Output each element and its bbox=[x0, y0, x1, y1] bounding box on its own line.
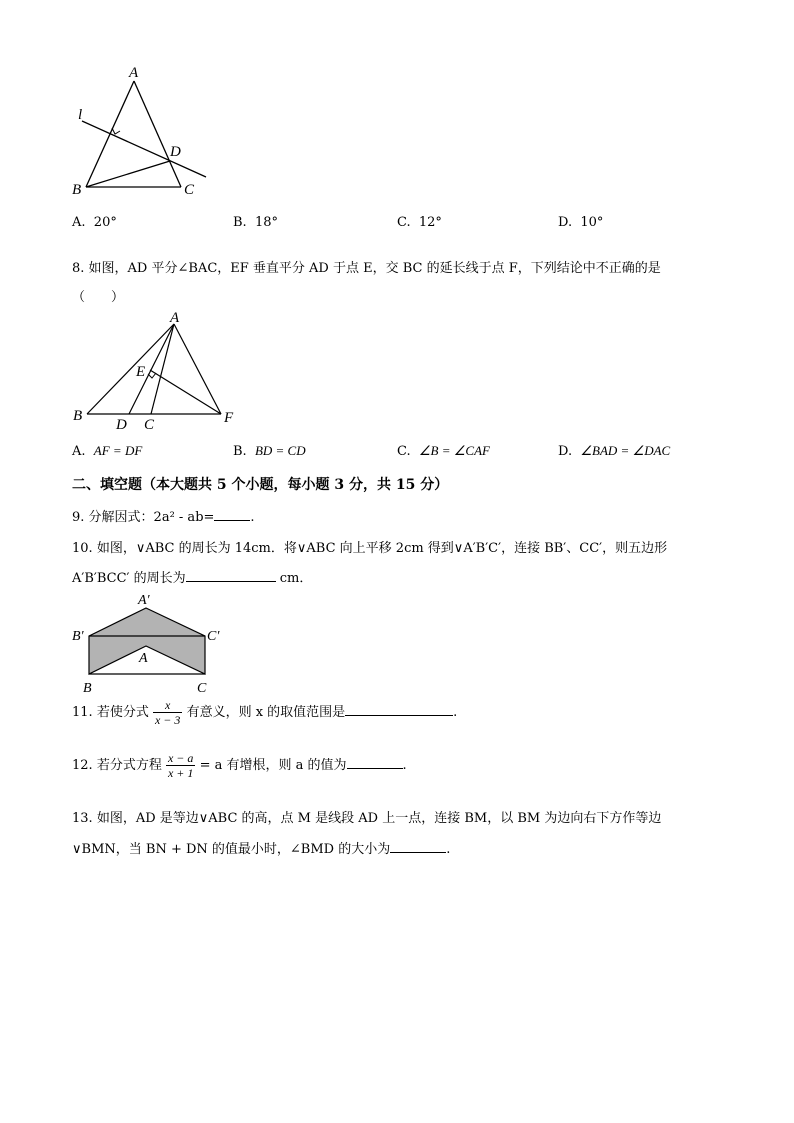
q8-option-b: B. BD = CD bbox=[233, 443, 306, 459]
side-af bbox=[174, 324, 221, 414]
answer-blank bbox=[186, 569, 276, 582]
q7-option-c: C. 12° bbox=[397, 215, 442, 230]
right-angle-mark bbox=[112, 128, 120, 134]
label-e: E bbox=[136, 364, 146, 380]
label-d: D bbox=[116, 417, 127, 433]
label-b1: B′ bbox=[72, 629, 84, 644]
q11: 11. 若使分式 $\frac{x}{x - 3}$ 有意义，则 x 的取值范围是 . bbox=[72, 698, 458, 727]
answer-blank bbox=[390, 840, 446, 853]
label-c1: C′ bbox=[207, 629, 220, 644]
label-a1: A′ bbox=[138, 593, 150, 608]
q8-option-c: C. ∠B = ∠CAF bbox=[397, 443, 490, 459]
q8-option-d: D. ∠BAD = ∠DAC bbox=[558, 443, 671, 459]
label-a: A bbox=[139, 651, 148, 666]
q13-line1: 13. 如图，AD 是等边∨ABC 的高，点 M 是线段 AD 上一点，连接 BM，以 BM 为边向右下方作等边 bbox=[72, 811, 662, 826]
label-f: F bbox=[224, 410, 234, 426]
q8-text: 8. 如图，AD 平分∠BAC，EF 垂直平分 AD 于点 E，交 BC 的延长线于点 F，下列结论中不正确的是 bbox=[72, 261, 661, 276]
q10-line1: 10. 如图，∨ABC 的周长为 14cm．将∨ABC 向上平移 2cm 得到∨A′B′C′，连接 BB′、CC′，则五边形 bbox=[72, 541, 668, 556]
answer-blank bbox=[347, 756, 403, 769]
q7-option-d: D. 10° bbox=[558, 215, 604, 230]
q8-paren: （ ） bbox=[72, 290, 125, 305]
q8-figure bbox=[66, 310, 246, 435]
q7-figure bbox=[60, 60, 230, 205]
label-c: C bbox=[184, 182, 195, 198]
label-c: C bbox=[144, 417, 155, 433]
segment-bd bbox=[86, 161, 170, 187]
side-ac bbox=[134, 81, 181, 187]
segment-ac bbox=[151, 324, 174, 414]
label-a: A bbox=[170, 310, 180, 326]
label-b: B bbox=[83, 681, 92, 696]
q8-option-a: A. AF = DF bbox=[72, 443, 143, 459]
q10-figure bbox=[66, 588, 236, 698]
q9: 9. 分解因式：2a² - ab= . bbox=[72, 510, 255, 525]
fraction: $\frac{x}{x - 3}$ bbox=[154, 698, 181, 727]
label-c: C bbox=[197, 681, 207, 696]
q10-line2: A′B′BCC′ 的周长为 cm． bbox=[72, 571, 313, 586]
side-ab bbox=[87, 324, 174, 414]
q13-line2: ∨BMN，当 BN + DN 的值最小时，∠BMD 的大小为 . bbox=[72, 842, 451, 857]
q12: 12. 若分式方程 $\frac{x - a}{x + 1}$ = a 有增根，则 a 的值为 . bbox=[72, 751, 407, 780]
label-d: D bbox=[170, 144, 181, 160]
label-b: B bbox=[72, 182, 82, 198]
q7-option-a: A. 20° bbox=[72, 215, 117, 230]
q7-option-b: B. 18° bbox=[233, 215, 278, 230]
label-b: B bbox=[73, 408, 83, 424]
label-a: A bbox=[129, 65, 139, 81]
fraction: $\frac{x - a}{x + 1}$ bbox=[167, 751, 194, 780]
section-heading: 二、填空题（本大题共 5 个小题，每小题 3 分，共 15 分） bbox=[72, 477, 449, 493]
segment-ef bbox=[150, 370, 221, 414]
answer-blank bbox=[214, 508, 250, 521]
answer-blank bbox=[345, 703, 453, 716]
label-l: l bbox=[78, 107, 83, 123]
